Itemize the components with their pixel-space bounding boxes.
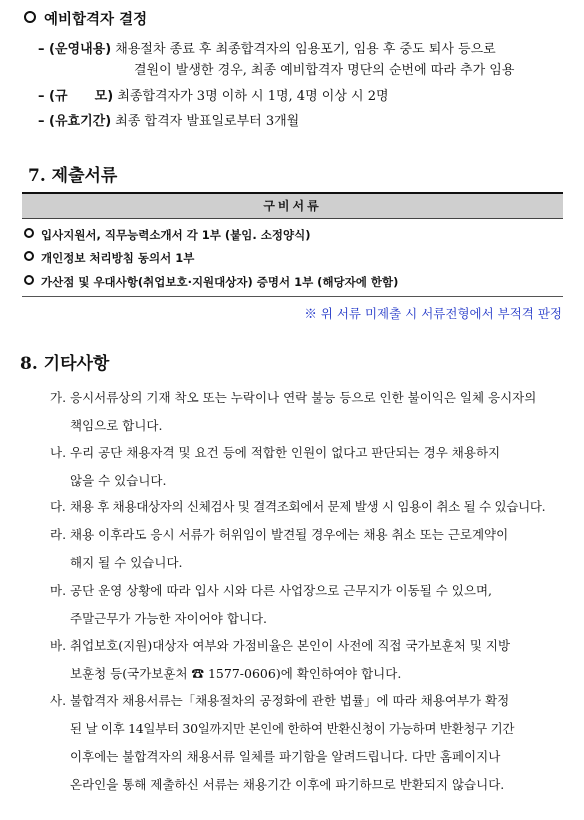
documents-table-header: 구비서류 [22,192,563,219]
misc-item-ra: 라. 채용 이후라도 응시 서류가 허위임이 발견될 경우에는 채용 취소 또는 근로계약이 해지 될 수 있습니다. [50,527,509,570]
documents-note: ※ 위 서류 미제출 시 서류전형에서 부적격 판정 [304,306,562,321]
reserve-row-size: – (규 모) 최종합격자가 3명 이하 시 1명, 4명 이상 시 2명 [38,89,389,104]
misc-item-ma: 마. 공단 운영 상황에 따라 입사 시와 다른 사업장으로 근무지가 이동될 수 있으며, 주말근무가 가능한 자이어야 합니다. [50,583,493,626]
circle-bullet-icon [24,11,36,23]
reserve-heading: 예비합격자 결정 [24,8,147,29]
misc-item-ba: 바. 취업보호(지원)대상자 여부와 가점비율은 본인이 사전에 직접 국가보훈처 및 지방 보훈청 등(국가보훈처 ☎ 1577-0606)에 확인하여야 합니다. [50,638,511,681]
circle-bullet-icon [24,275,34,285]
reserve-row-operation-cont: 결원이 발생한 경우, 최종 예비합격자 명단의 순번에 따라 추가 임용 [134,63,515,78]
document-item: 입사지원서, 직무능력소개서 각 1부 (붙임. 소정양식) [24,227,310,243]
circle-bullet-icon [24,228,34,238]
misc-item-ga: 가. 응시서류상의 기재 착오 또는 누락이나 연락 불능 등으로 인한 불이익은 일체 응시자의 책임으로 합니다. [50,390,537,433]
divider [22,296,563,297]
document-item: 가산점 및 우대사항(취업보호·지원대상자) 증명서 1부 (해당자에 한함) [24,274,398,290]
reserve-row-validity: – (유효기간) 최종 합격자 발표일로부터 3개월 [38,114,300,129]
misc-item-sa: 사. 불합격자 채용서류는「채용절차의 공정화에 관한 법률」에 따라 채용여부가 확정 된 날 이후 14일부터 30일까지만 본인에 한하여 반환신청이 가능하며 반환청구 기간 이후에는 불합격자의 채용서류 일체를 파기함을 알려드립니다. 다만 홈페이지나 온라인을 통해 제출하신 서류는 채용기간 이후에 파기하므로 반환되지 않습니다. [50,693,515,792]
misc-heading: 8. 기타사항 [20,354,110,374]
misc-item-na: 나. 우리 공단 채용자격 및 요건 등에 적합한 인원이 없다고 판단되는 경우 채용하지 않을 수 있습니다. [50,445,501,488]
document-item: 개인정보 처리방침 동의서 1부 [24,250,194,266]
circle-bullet-icon [24,251,34,261]
reserve-row-operation: – (운영내용) 채용절차 종료 후 최종합격자의 임용포기, 임용 후 중도 퇴사 등으로 [38,42,496,57]
misc-item-da: 다. 채용 후 채용대상자의 신체검사 및 결격조회에서 문제 발생 시 임용이 취소 될 수 있습니다. [50,499,546,514]
documents-heading: 7. 제출서류 [28,166,118,186]
